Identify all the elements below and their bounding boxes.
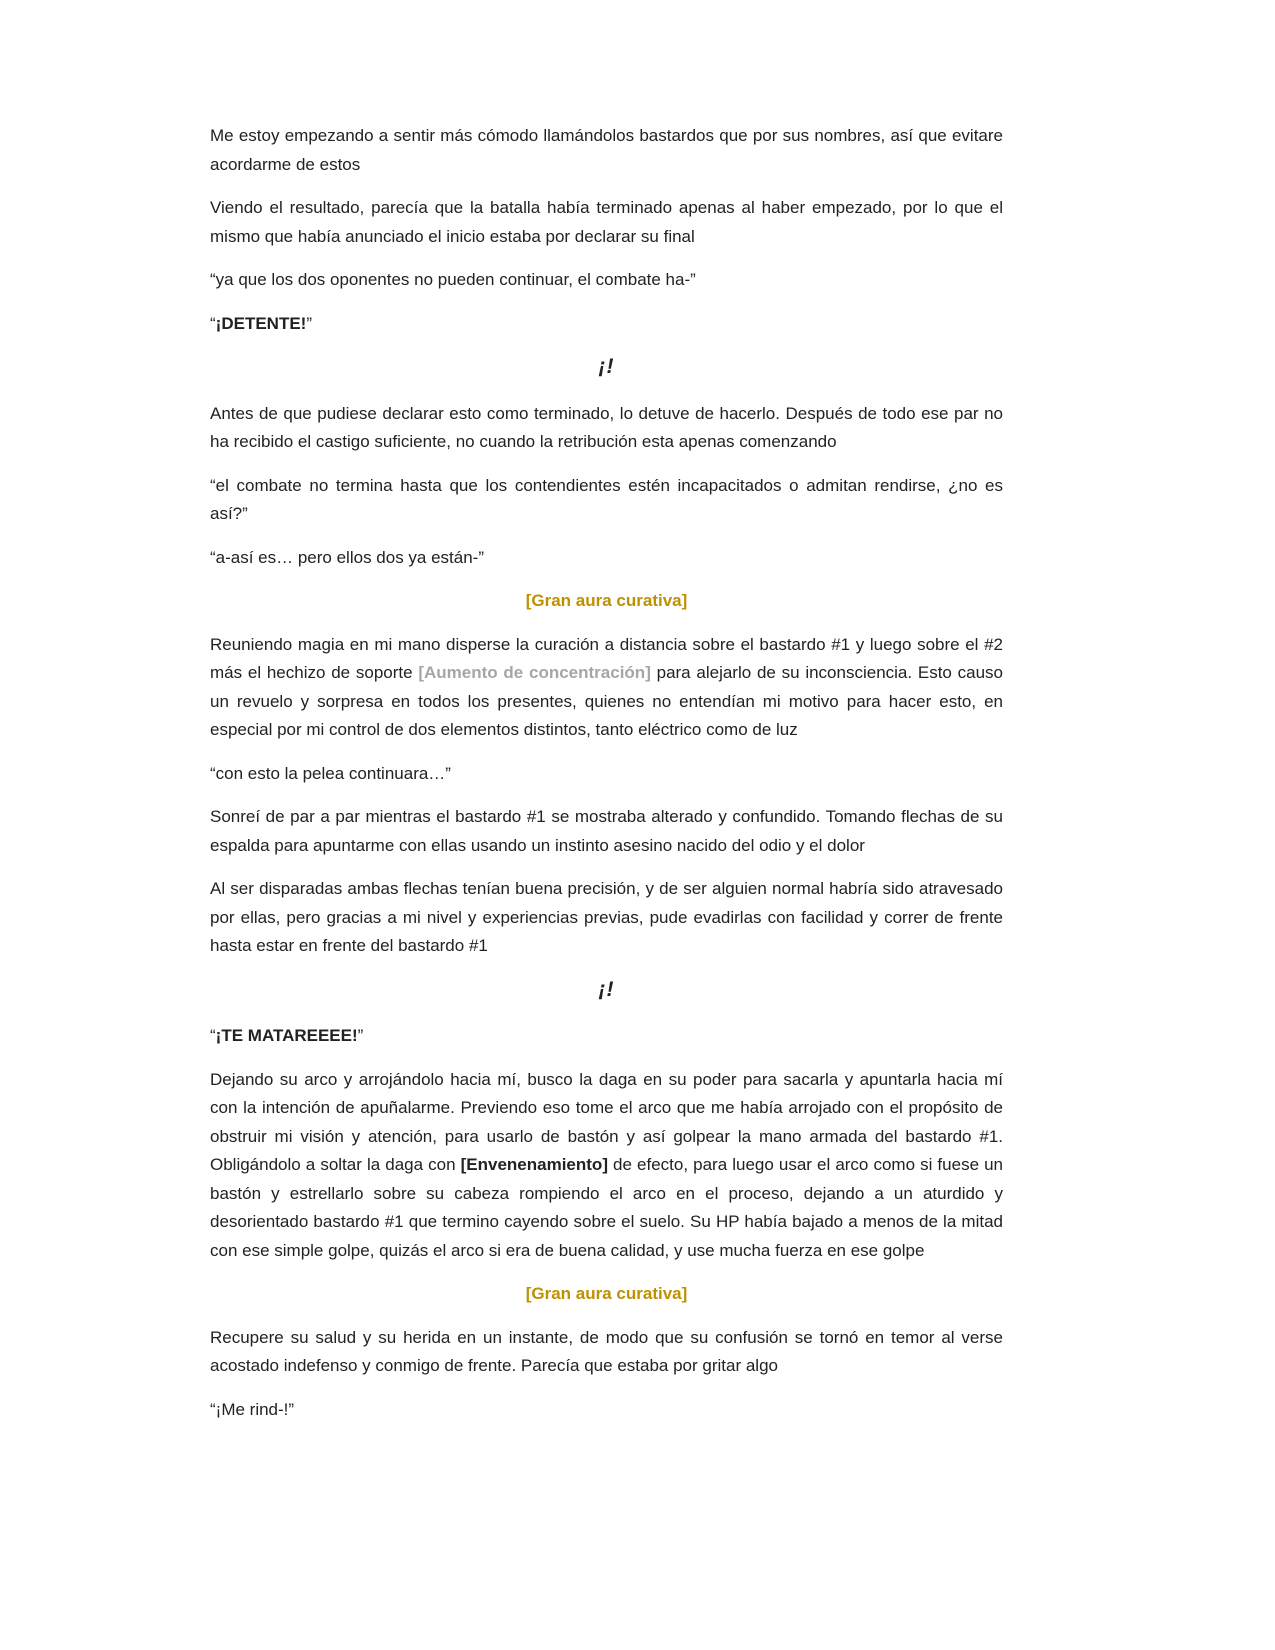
text-run: “con esto la pelea continuara…” (210, 763, 451, 783)
text-run: “a-así es… pero ellos dos ya están-” (210, 547, 485, 567)
dialogue-line (210, 544, 1003, 573)
text-run: Recupere su salud y su herida en un instante, de modo que su confusión se tornó en temor al verse acostado indefenso y conmigo de frente. Parecía que estaba por gritar algo (210, 1327, 1008, 1375)
text-run: Dejando su arco y arrojándolo hacia mí, busco la daga en su poder para sacarla y apuntarla hacia mí con la intención de apuñalarme. Previendo eso tome el arco que me había arrojado con el propósito de obstruir mi visión y atención, para usarlo de bastón y así golpear la mano armada del bastardo #1. Obligándolo a soltar la daga con (210, 1069, 1008, 1174)
text-run: para alejarlo de su inconsciencia. Esto causo un revuelo y sorpresa en todos los presentes, quienes no entendían mi motivo para hacer esto, en especial por mi control de dos elementos distintos, tanto eléctrico como de luz (210, 663, 1008, 739)
spell-announcement (210, 587, 1003, 616)
spell-name: [Gran aura curativa] (525, 1284, 688, 1303)
paragraph (210, 194, 1008, 251)
text-run: “el combate no termina hasta que los contendientes estén incapacitados o admitan rendirse, ¿no es así?” (210, 475, 1008, 523)
shout-text: ¡TE MATAREEEE! (215, 1026, 358, 1045)
text-run: “ya que los dos oponentes no pueden continuar, el combate ha-” (210, 270, 696, 289)
scene-divider (210, 976, 1003, 1005)
text-run: “ (210, 313, 216, 333)
paragraph (210, 122, 1008, 179)
paragraph (210, 1324, 1008, 1381)
paragraph (210, 631, 1008, 745)
paragraph (210, 400, 1008, 457)
dialogue-line (210, 310, 1003, 339)
text-run: Viendo el resultado, parecía que la batalla había terminado apenas al haber empezado, por lo que el mismo que había anunciado el inicio estaba por declarar su final (210, 198, 1008, 246)
divider-glyph: ¡! (598, 355, 615, 378)
dialogue-line (210, 760, 1003, 789)
text-run: Al ser disparadas ambas flechas tenían buena precisión, y de ser alguien normal habría sido atravesado por ellas, pero gracias a mi nivel y experiencias previas, pude evadirlas con facilidad y correr de frente hasta estar en frente del bastardo #1 (210, 879, 1008, 955)
scene-divider (210, 353, 1003, 382)
paragraph (210, 803, 1008, 860)
spell-name: [Envenenamiento] (460, 1155, 608, 1174)
dialogue-line (210, 1396, 1003, 1425)
document-body (210, 122, 1008, 1424)
text-run: ” (306, 313, 313, 333)
dialogue-line (210, 266, 1003, 295)
dialogue-line (210, 1022, 1003, 1051)
text-run: Me estoy empezando a sentir más cómodo llamándolos bastardos que por sus nombres, así que evitare acordarme de estos (210, 126, 1008, 174)
spell-name: [Gran aura curativa] (525, 591, 688, 610)
spell-name: [Aumento de concentración] (418, 663, 651, 682)
text-run: “ (210, 1026, 216, 1045)
paragraph (210, 875, 1008, 961)
text-run: ” (357, 1026, 364, 1045)
divider-glyph: ¡! (598, 977, 615, 1001)
text-run: Reuniendo magia en mi mano disperse la curación a distancia sobre el bastardo #1 y luego sobre el #2 más el hechizo de soporte (210, 634, 1008, 682)
spell-announcement (210, 1280, 1003, 1309)
text-run: Antes de que pudiese declarar esto como terminado, lo detuve de hacerlo. Después de todo ese par no ha recibido el castigo suficiente, no cuando la retribución esta apenas comenzando (210, 403, 1008, 451)
paragraph (210, 1066, 1008, 1266)
text-run: de efecto, para luego usar el arco como si fuese un bastón y estrellarlo sobre su cabeza rompiendo el arco en el proceso, dejando a un aturdido y desorientado bastardo #1 que termino cayendo sobre el suelo. Su HP había bajado a menos de la mitad con ese simple golpe, quizás el arco si era de buena calidad, y use mucha fuerza en ese golpe (210, 1155, 1008, 1260)
shout-text: ¡DETENTE! (215, 313, 307, 333)
text-run: Sonreí de par a par mientras el bastardo #1 se mostraba alterado y confundido. Tomando flechas de su espalda para apuntarme con ellas usando un instinto asesino nacido del odio y el dolor (210, 807, 1008, 855)
dialogue-line (210, 472, 1008, 529)
text-run: “¡Me rind-!” (210, 1399, 295, 1419)
